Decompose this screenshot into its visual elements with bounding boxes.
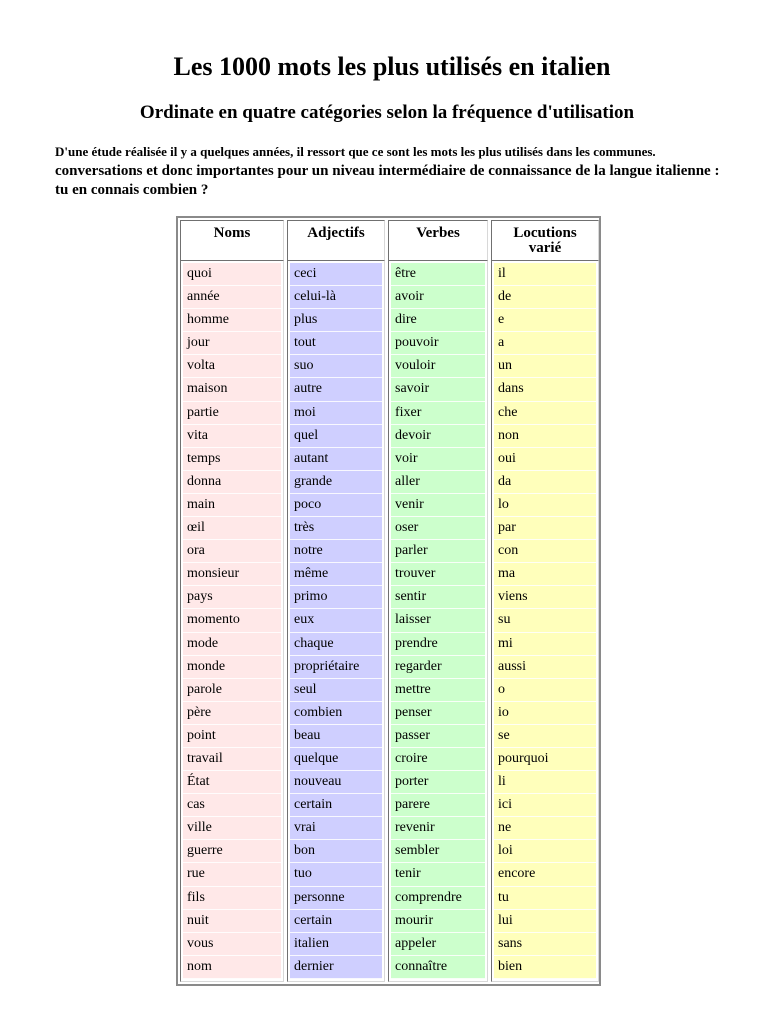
- word-item: parole: [183, 679, 281, 702]
- word-item: nom: [183, 956, 281, 979]
- word-item: revenir: [391, 817, 485, 840]
- word-item: tenir: [391, 863, 485, 886]
- word-item: sembler: [391, 840, 485, 863]
- word-item: pays: [183, 586, 281, 609]
- word-item: se: [494, 725, 596, 748]
- word-item: père: [183, 702, 281, 725]
- noms-list: [183, 263, 281, 979]
- word-item: trouver: [391, 563, 485, 586]
- word-item: temps: [183, 448, 281, 471]
- page-subtitle: Ordinate en quatre catégories selon la fréquence d'utilisation: [139, 102, 635, 123]
- word-item: dire: [391, 309, 485, 332]
- word-item: loi: [494, 840, 596, 863]
- word-item: voir: [391, 448, 485, 471]
- word-item: aller: [391, 471, 485, 494]
- word-item: o: [494, 679, 596, 702]
- word-item: lo: [494, 494, 596, 517]
- word-item: travail: [183, 748, 281, 771]
- word-item: combien: [290, 702, 382, 725]
- word-item: cas: [183, 794, 281, 817]
- word-item: un: [494, 355, 596, 378]
- word-item: a: [494, 332, 596, 355]
- word-item: savoir: [391, 378, 485, 401]
- word-item: autre: [290, 378, 382, 401]
- word-item: vouloir: [391, 355, 485, 378]
- word-item: donna: [183, 471, 281, 494]
- word-item: monsieur: [183, 563, 281, 586]
- word-item: ceci: [290, 263, 382, 286]
- word-item: dans: [494, 378, 596, 401]
- verbes-list: [391, 263, 485, 979]
- word-item: mode: [183, 633, 281, 656]
- word-item: moi: [290, 402, 382, 425]
- header-noms: Noms: [180, 220, 284, 261]
- word-item: seul: [290, 679, 382, 702]
- word-item: fixer: [391, 402, 485, 425]
- word-item: parler: [391, 540, 485, 563]
- word-item: dernier: [290, 956, 382, 979]
- word-item: ici: [494, 794, 596, 817]
- word-item: quel: [290, 425, 382, 448]
- word-item: non: [494, 425, 596, 448]
- word-item: eux: [290, 609, 382, 632]
- word-item: viens: [494, 586, 596, 609]
- word-item: nuit: [183, 910, 281, 933]
- column-noms: [180, 260, 284, 982]
- word-item: monde: [183, 656, 281, 679]
- word-item: e: [494, 309, 596, 332]
- page-title: Les 1000 mots les plus utilisés en italien: [173, 52, 611, 81]
- word-item: grande: [290, 471, 382, 494]
- word-item: chaque: [290, 633, 382, 656]
- word-item: notre: [290, 540, 382, 563]
- word-item: volta: [183, 355, 281, 378]
- word-item: suo: [290, 355, 382, 378]
- word-item: io: [494, 702, 596, 725]
- word-item: nouveau: [290, 771, 382, 794]
- word-item: mi: [494, 633, 596, 656]
- word-item: con: [494, 540, 596, 563]
- intro-sentence: D'une étude réalisée il y a quelques années, il ressort que ce sont les mots les plus utilisés dans les communes.: [55, 144, 656, 159]
- word-item: aussi: [494, 656, 596, 679]
- word-item: celui-là: [290, 286, 382, 309]
- word-item: poco: [290, 494, 382, 517]
- word-item: très: [290, 517, 382, 540]
- word-item: plus: [290, 309, 382, 332]
- word-item: jour: [183, 332, 281, 355]
- word-item: pourquoi: [494, 748, 596, 771]
- word-item: bon: [290, 840, 382, 863]
- word-item: vrai: [290, 817, 382, 840]
- word-item: sans: [494, 933, 596, 956]
- word-item: ne: [494, 817, 596, 840]
- word-item: maison: [183, 378, 281, 401]
- word-item: oser: [391, 517, 485, 540]
- word-item: parere: [391, 794, 485, 817]
- word-item: être: [391, 263, 485, 286]
- header-adjectifs: Adjectifs: [287, 220, 385, 261]
- word-item: propriétaire: [290, 656, 382, 679]
- word-item: da: [494, 471, 596, 494]
- word-item: momento: [183, 609, 281, 632]
- word-item: homme: [183, 309, 281, 332]
- word-item: venir: [391, 494, 485, 517]
- word-item: vita: [183, 425, 281, 448]
- word-item: primo: [290, 586, 382, 609]
- word-item: appeler: [391, 933, 485, 956]
- word-item: lui: [494, 910, 596, 933]
- word-item: partie: [183, 402, 281, 425]
- word-item: autant: [290, 448, 382, 471]
- word-item: croire: [391, 748, 485, 771]
- word-item: année: [183, 286, 281, 309]
- word-item: prendre: [391, 633, 485, 656]
- word-item: certain: [290, 794, 382, 817]
- word-item: quelque: [290, 748, 382, 771]
- column-locutions: [491, 260, 599, 982]
- word-item: bien: [494, 956, 596, 979]
- word-item: beau: [290, 725, 382, 748]
- word-item: ville: [183, 817, 281, 840]
- word-item: tu: [494, 887, 596, 910]
- header-locutions: Locutions varié: [491, 220, 599, 261]
- word-item: mourir: [391, 910, 485, 933]
- word-item: devoir: [391, 425, 485, 448]
- word-item: oui: [494, 448, 596, 471]
- word-item: de: [494, 286, 596, 309]
- word-item: ma: [494, 563, 596, 586]
- word-item: passer: [391, 725, 485, 748]
- word-item: mettre: [391, 679, 485, 702]
- word-item: par: [494, 517, 596, 540]
- word-item: point: [183, 725, 281, 748]
- word-item: encore: [494, 863, 596, 886]
- word-item: ora: [183, 540, 281, 563]
- word-item: penser: [391, 702, 485, 725]
- adjectifs-list: [290, 263, 382, 979]
- intro-paragraph: conversations et donc importantes pour un niveau intermédiaire de connaissance de la langue italienne : tu en connais combien ?: [55, 163, 720, 198]
- word-item: fils: [183, 887, 281, 910]
- word-item: rue: [183, 863, 281, 886]
- column-verbes: [388, 260, 488, 982]
- word-item: État: [183, 771, 281, 794]
- word-item: tuo: [290, 863, 382, 886]
- word-item: su: [494, 609, 596, 632]
- word-item: italien: [290, 933, 382, 956]
- header-verbes: Verbes: [388, 220, 488, 261]
- word-item: che: [494, 402, 596, 425]
- word-item: avoir: [391, 286, 485, 309]
- word-item: main: [183, 494, 281, 517]
- word-item: laisser: [391, 609, 485, 632]
- word-item: guerre: [183, 840, 281, 863]
- word-item: il: [494, 263, 596, 286]
- word-item: comprendre: [391, 887, 485, 910]
- word-item: pouvoir: [391, 332, 485, 355]
- word-item: porter: [391, 771, 485, 794]
- word-item: li: [494, 771, 596, 794]
- word-item: tout: [290, 332, 382, 355]
- word-item: quoi: [183, 263, 281, 286]
- word-item: vous: [183, 933, 281, 956]
- column-adjectifs: [287, 260, 385, 982]
- word-item: sentir: [391, 586, 485, 609]
- word-item: personne: [290, 887, 382, 910]
- word-item: même: [290, 563, 382, 586]
- word-item: certain: [290, 910, 382, 933]
- word-item: regarder: [391, 656, 485, 679]
- word-item: connaître: [391, 956, 485, 979]
- locutions-list: [494, 263, 596, 979]
- word-item: œil: [183, 517, 281, 540]
- word-table: [176, 216, 601, 986]
